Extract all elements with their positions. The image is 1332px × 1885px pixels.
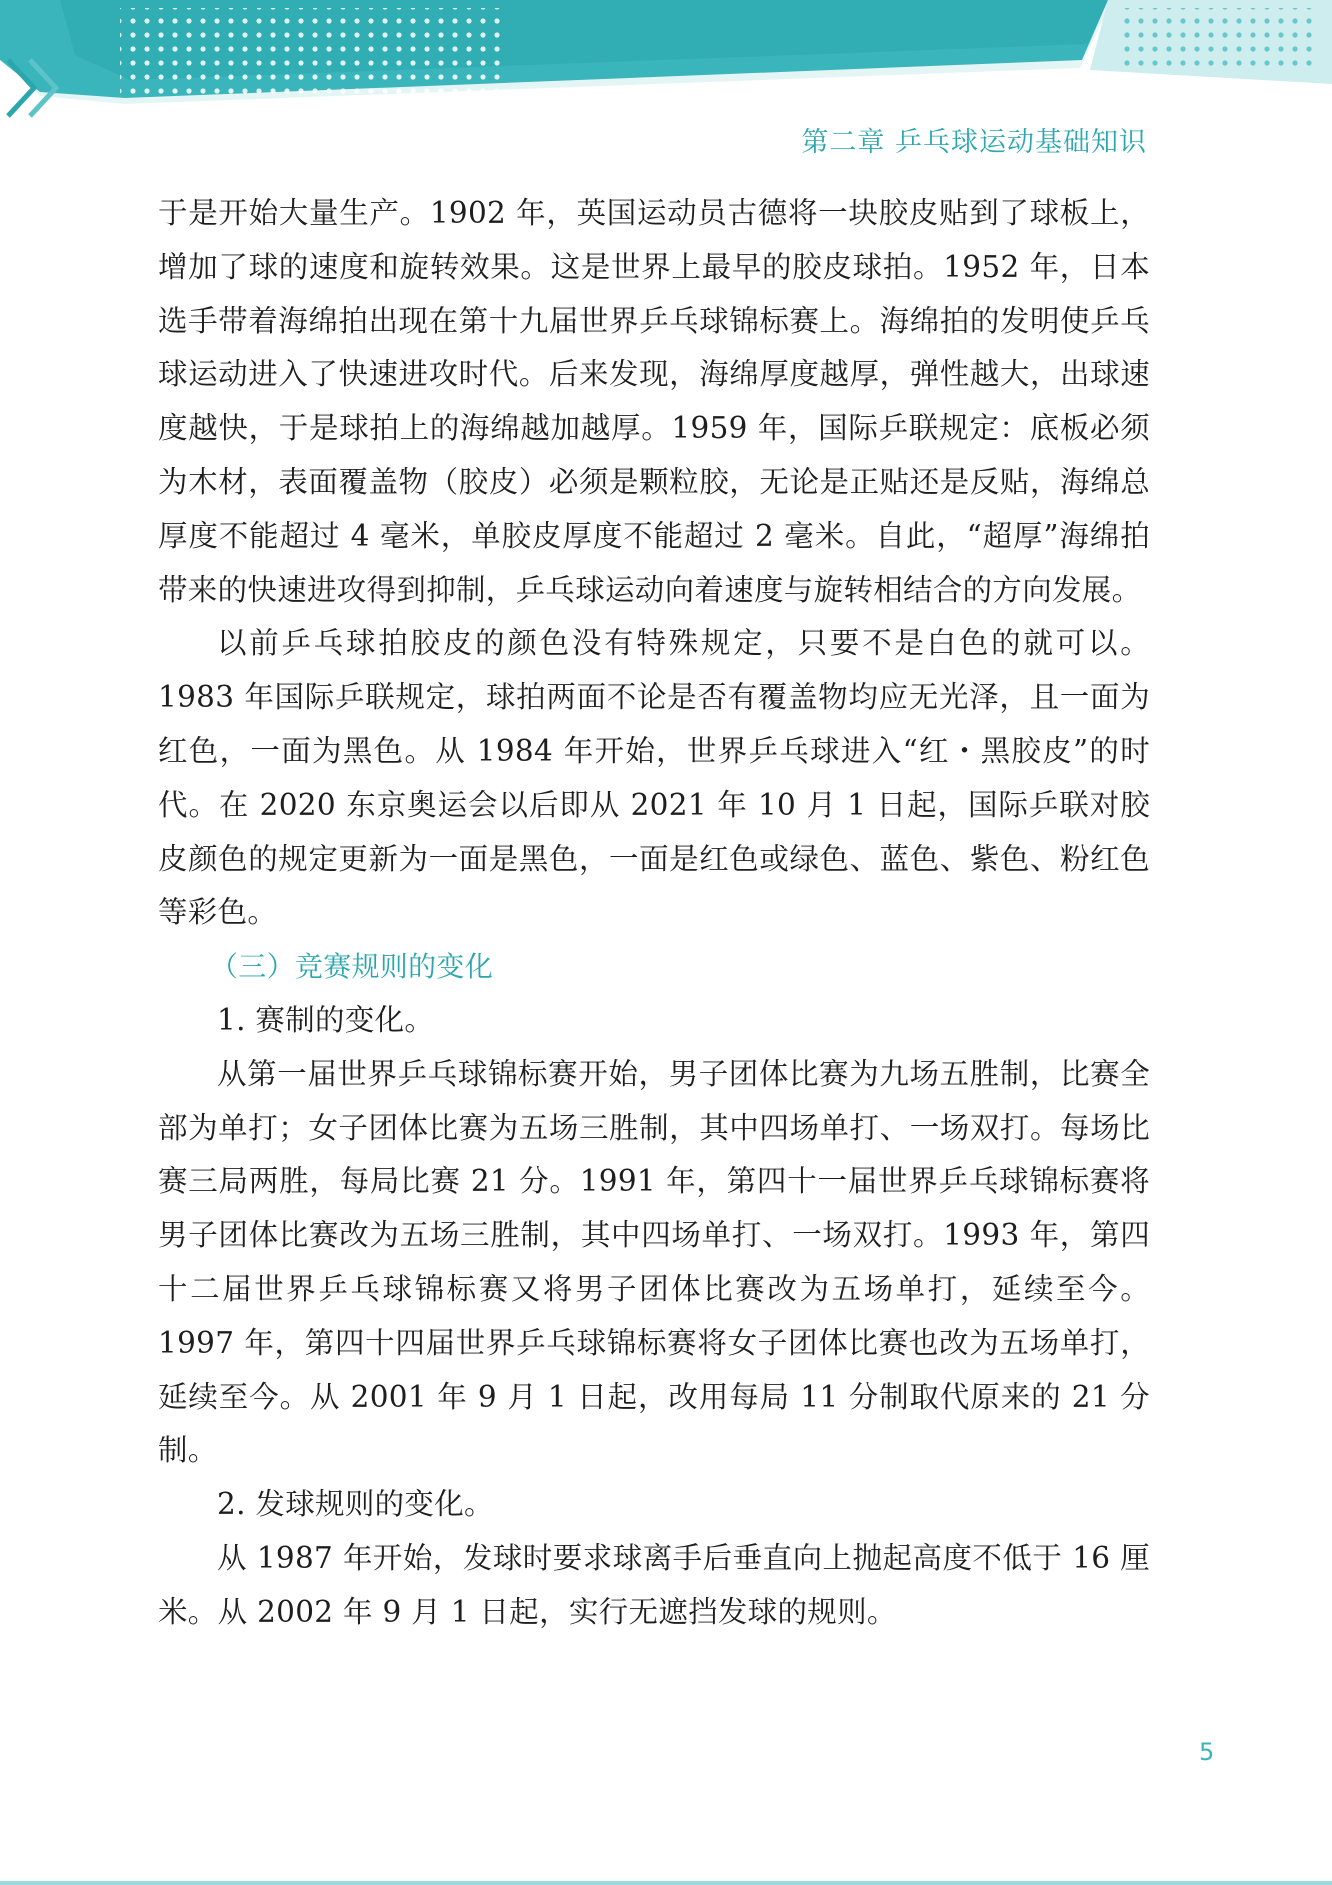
subheading: 1. 赛制的变化。 xyxy=(217,1002,435,1037)
subheading: 2. 发球规则的变化。 xyxy=(217,1487,494,1522)
paragraph: 从 1987 年开始，发球时要求球离手后垂直向上抛起高度不低于 16 厘米。从 2002 年 9 月 1 日起，实行无遮挡发球的规则。 xyxy=(158,1540,1150,1629)
chapter-header: 第二章 乒乓球运动基础知识 xyxy=(801,127,1147,158)
paragraph: 以前乒乓球拍胶皮的颜色没有特殊规定，只要不是白色的就可以。1983 年国际乒联规定，球拍两面不论是否有覆盖物均应无光泽，且一面为红色，一面为黑色。从 1984 年开始，世界乒乓球进入“红・黑胶皮”的时代。在 2020 东京奥运会以后即从 2021 年 10 月 1 日起，国际乒联对胶皮颜色的规定更新为一面是黑色，一面是红色或绿色、蓝色、紫色、粉红色等彩色。 xyxy=(158,626,1150,930)
body-text xyxy=(158,187,1150,1640)
header-banner xyxy=(0,0,1332,128)
section-heading: （三）竞赛规则的变化 xyxy=(210,950,494,984)
page-number: 5 xyxy=(1199,1738,1215,1766)
paragraph: 于是开始大量生产。1902 年，英国运动员古德将一块胶皮贴到了球板上，增加了球的速度和旋转效果。这是世界上最早的胶皮球拍。1952 年，日本选手带着海绵拍出现在第十九届世界乒乓球锦标赛上。海绵拍的发明使乒乓球运动进入了快速进攻时代。后来发现，海绵厚度越厚，弹性越大，出球速度越快，于是球拍上的海绵越加越厚。1959 年，国际乒联规定：底板必须为木材，表面覆盖物（胶皮）必须是颗粒胶，无论是正贴还是反贴，海绵总厚度不能超过 4 毫米，单胶皮厚度不能超过 2 毫米。自此，“超厚”海绵拍带来的快速进攻得到抑制，乒乓球运动向着速度与旋转相结合的方向发展。 xyxy=(158,196,1150,607)
paragraph: 从第一届世界乒乓球锦标赛开始，男子团体比赛为九场五胜制，比赛全部为单打；女子团体比赛为五场三胜制，其中四场单打、一场双打。每场比赛三局两胜，每局比赛 21 分。1991 年，第四十一届世界乒乓球锦标赛将男子团体比赛改为五场三胜制，其中四场单打、一场双打。1993 年，第四十二届世界乒乓球锦标赛又将男子团体比赛改为五场单打，延续至今。1997 年，第四十四届世界乒乓球锦标赛将女子团体比赛也改为五场单打，延续至今。从 2001 年 9 月 1 日起，改用每局 11 分制取代原来的 21 分制。 xyxy=(158,1056,1150,1468)
bottom-rule xyxy=(0,1881,1332,1885)
